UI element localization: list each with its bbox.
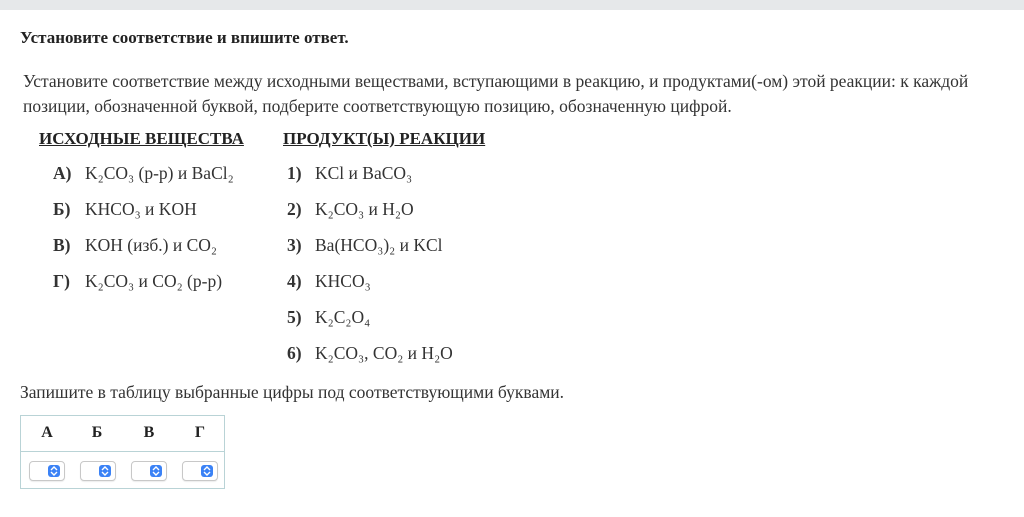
- chevron-updown-icon: [150, 465, 162, 477]
- product-key: 5): [287, 307, 302, 327]
- product-key: 2): [287, 199, 302, 219]
- chevron-updown-icon: [201, 465, 213, 477]
- product-text: KHCO₃: [315, 271, 371, 291]
- answer-letter: Б: [91, 424, 103, 441]
- product-item: [287, 163, 412, 184]
- product-key: 4): [287, 271, 302, 291]
- product-text: K₂CO₃, CO₂ и H₂O: [315, 343, 453, 363]
- answer-select-b[interactable]: [80, 461, 116, 481]
- reactant-item: [53, 163, 234, 184]
- product-key: 1): [287, 163, 302, 183]
- product-text: Ba(HCO₃)₂ и KCl: [315, 235, 443, 255]
- products-column-header: ПРОДУКТ(Ы) РЕАКЦИИ: [283, 129, 486, 148]
- product-text: KCl и BaCO₃: [315, 163, 413, 183]
- answer-select-g[interactable]: [182, 461, 218, 481]
- product-text: K₂C₂O₄: [315, 307, 371, 327]
- answer-table-header: [21, 416, 224, 452]
- product-item: [287, 307, 370, 328]
- product-item: [287, 343, 453, 364]
- answer-select-v[interactable]: [131, 461, 167, 481]
- reactant-key: Б): [53, 199, 71, 219]
- chevron-updown-icon: [99, 465, 111, 477]
- reactant-text: KOH (изб.) и CO₂: [85, 235, 218, 255]
- answer-letter: Г: [194, 424, 206, 441]
- product-item: [287, 235, 443, 256]
- answer-letter: В: [143, 424, 155, 441]
- reactant-key: А): [53, 163, 72, 183]
- reactant-item: [53, 199, 197, 220]
- answer-letter: А: [41, 424, 53, 441]
- reactant-key: Г): [53, 271, 70, 291]
- reactant-item: [53, 271, 222, 292]
- reactant-text: K₂CO₃ (р-р) и BaCl₂: [85, 163, 234, 183]
- task-intro: Установите соответствие между исходными веществами, вступающими в реакцию, и продуктами(-ом) этой реакции: к каждой позиции, обозначенной буквой, подберите соответствующую позицию, обозначенную цифрой.: [23, 71, 969, 116]
- reactants-column-header: ИСХОДНЫЕ ВЕЩЕСТВА: [39, 129, 244, 148]
- product-key: 6): [287, 343, 302, 363]
- chevron-updown-icon: [48, 465, 60, 477]
- top-bar: [0, 0, 1024, 10]
- answer-instruction: Запишите в таблицу выбранные цифры под соответствующими буквами.: [20, 382, 565, 402]
- answer-table: [20, 415, 225, 489]
- reactant-text: K₂CO₃ и CO₂ (р-р): [85, 271, 223, 291]
- product-item: [287, 271, 371, 292]
- answer-select-a[interactable]: [29, 461, 65, 481]
- task-heading: Установите соответствие и впишите ответ.: [20, 28, 349, 47]
- reactant-item: [53, 235, 217, 256]
- product-text: K₂CO₃ и H₂O: [315, 199, 414, 219]
- reactant-key: В): [53, 235, 71, 255]
- product-item: [287, 199, 414, 220]
- reactant-text: KHCO₃ и KOH: [85, 199, 197, 219]
- product-key: 3): [287, 235, 302, 255]
